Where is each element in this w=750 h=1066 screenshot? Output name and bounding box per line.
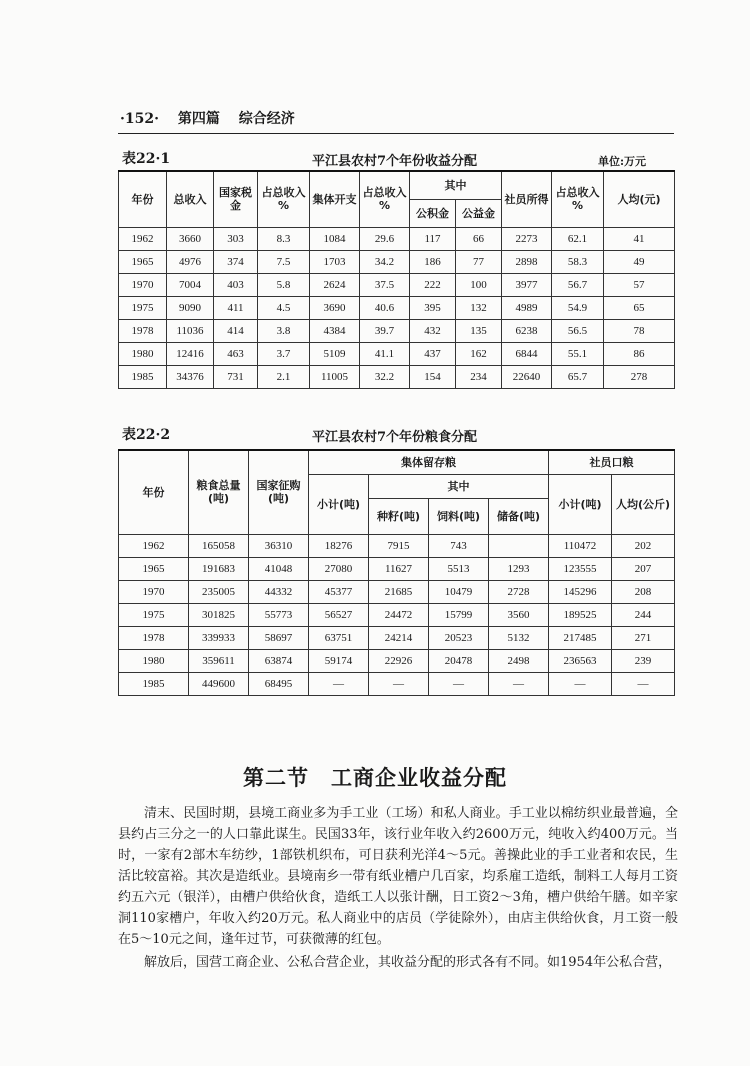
table2-cell: 10479 [429, 580, 489, 603]
table2-row [119, 557, 675, 580]
t2-col-seed: 种籽(吨) [369, 498, 429, 534]
table1-cell: 4989 [502, 296, 552, 319]
table1-cell: 3.7 [258, 342, 310, 365]
table1-cell: 2273 [502, 227, 552, 250]
table1-cell: 1975 [119, 296, 167, 319]
table1-cell: 5109 [310, 342, 360, 365]
table1-cell: 58.3 [552, 250, 604, 273]
table1-cell: 2.1 [258, 365, 310, 388]
table2-cell: 5132 [489, 626, 549, 649]
table1-unit: 单位:万元 [598, 155, 647, 168]
section-heading: 第二节 工商企业收益分配 [243, 766, 507, 790]
table2-cell: 145296 [549, 580, 612, 603]
table1-cell: 186 [410, 250, 456, 273]
table2-cell: 2498 [489, 649, 549, 672]
table2-cell: 45377 [309, 580, 369, 603]
t2-col-per-capita: 人均(公斤) [612, 474, 675, 534]
table2-row [119, 580, 675, 603]
t2-col-year: 年份 [119, 450, 189, 534]
table1-cell: 49 [604, 250, 675, 273]
table1-cell: 39.7 [360, 319, 410, 342]
table1-cell: 66 [456, 227, 502, 250]
t2-col-ration: 社员口粮 [549, 450, 675, 474]
page-number: ·152· [120, 111, 159, 127]
table1-cell: 6238 [502, 319, 552, 342]
t2-col-reserve: 集体留存粮 [309, 450, 549, 474]
table1-cell: 65.7 [552, 365, 604, 388]
table2-cell: — [369, 672, 429, 695]
table2-cell: 165058 [189, 534, 249, 557]
table1-cell: 55.1 [552, 342, 604, 365]
table2-cell: 22926 [369, 649, 429, 672]
table2-cell: 7915 [369, 534, 429, 557]
table2-cell: 202 [612, 534, 675, 557]
table2-cell: — [309, 672, 369, 695]
t2-col-feed: 饲料(吨) [429, 498, 489, 534]
table2-cell: 359611 [189, 649, 249, 672]
table1-cell: 11005 [310, 365, 360, 388]
table2-cell: 110472 [549, 534, 612, 557]
table1-cell: 132 [456, 296, 502, 319]
t1-col-total: 总收入 [167, 171, 214, 227]
table2-cell: 58697 [249, 626, 309, 649]
table2-cell: — [612, 672, 675, 695]
running-header [120, 108, 309, 128]
t2-col-among: 其中 [369, 474, 549, 498]
table1-cell: 162 [456, 342, 502, 365]
table1-cell: 303 [214, 227, 258, 250]
table2-cell: 3560 [489, 603, 549, 626]
table2-cell: 21685 [369, 580, 429, 603]
table2-row [119, 672, 675, 695]
table2-cell: 191683 [189, 557, 249, 580]
body-paragraph-1: 清末、民国时期，县境工商业多为手工业（工场）和私人商业。手工业以棉纺织业最普遍，全县约占三分之一的人口靠此谋生。民国33年，该行业年收入约2600万元，纯收入约400万元。当时，一家有2部木车纺纱，1部铁机织布，可日获利光洋4～5元。善操此业的手工业者和农民，生活比较富裕。其次是造纸业。县境南乡一带有纸业槽户几百家，均系雇工造纸，制料工人每月工资约五六元（银洋），由槽户供给伙食，造纸工人以张计酬，日工资2～3角，槽户供给午膳。如辛家洞110家槽户，年收入约20万元。私人商业中的店员（学徒除外），由店主供给伙食，月工资一般在5～10元之间，逢年过节，可获微薄的红包。 [118, 806, 678, 947]
table1-cell: 78 [604, 319, 675, 342]
table2-cell: 236563 [549, 649, 612, 672]
t2-col-subtotal: 小计(吨) [309, 474, 369, 534]
t1-col-among: 其中 [410, 171, 502, 199]
table1-cell: 1970 [119, 273, 167, 296]
table1-row [119, 365, 675, 388]
table1-cell: 2898 [502, 250, 552, 273]
t1-col-per-capita: 人均(元) [604, 171, 675, 227]
table2-cell: — [489, 672, 549, 695]
table2-cell: 271 [612, 626, 675, 649]
t1-col-member-pct: 占总收入 % [552, 171, 604, 227]
table1-row [119, 250, 675, 273]
table1-cell: 7004 [167, 273, 214, 296]
table2-cell: 59174 [309, 649, 369, 672]
table2-cell: 20478 [429, 649, 489, 672]
table1-cell: 117 [410, 227, 456, 250]
table2-cell: 27080 [309, 557, 369, 580]
table2-cell: 24214 [369, 626, 429, 649]
t1-col-tax: 国家税金 [214, 171, 258, 227]
table2-cell: 239 [612, 649, 675, 672]
table1-cell: 41 [604, 227, 675, 250]
table2-cell: 217485 [549, 626, 612, 649]
table2-cell: 1980 [119, 649, 189, 672]
table2-cell: 1975 [119, 603, 189, 626]
table1-cell: 1985 [119, 365, 167, 388]
t1-col-welfare: 公益金 [456, 199, 502, 227]
table1-cell: 57 [604, 273, 675, 296]
body-paragraph-2: 解放后，国营工商企业、公私合营企业，其收益分配的形式各有不同。如1954年公私合营， [144, 955, 672, 970]
table1-cell: 12416 [167, 342, 214, 365]
table2-cell: 24472 [369, 603, 429, 626]
table2-row [119, 603, 675, 626]
table2-row [119, 626, 675, 649]
table2-cell: 301825 [189, 603, 249, 626]
table2-cell: 55773 [249, 603, 309, 626]
table1-cell: 3660 [167, 227, 214, 250]
table1-row [119, 273, 675, 296]
table1-cell: 100 [456, 273, 502, 296]
table2-cell: 63751 [309, 626, 369, 649]
table1-cell: 11036 [167, 319, 214, 342]
table1-cell: 29.6 [360, 227, 410, 250]
table1-cell: 4384 [310, 319, 360, 342]
table2-cell: 1978 [119, 626, 189, 649]
part-title: 综合经济 [238, 111, 295, 127]
t2-col-state: 国家征购(吨) [249, 450, 309, 534]
table1-cell: 2624 [310, 273, 360, 296]
table2-cell [489, 534, 549, 557]
table2-cell: 44332 [249, 580, 309, 603]
table2-cell: 449600 [189, 672, 249, 695]
table2-cell: 2728 [489, 580, 549, 603]
table1-cell: 41.1 [360, 342, 410, 365]
table1-cell: 34.2 [360, 250, 410, 273]
table1-cell: 414 [214, 319, 258, 342]
table1-cell: 22640 [502, 365, 552, 388]
table1-title: 平江县农村7个年份收益分配 [312, 154, 478, 169]
table1-cell: 1703 [310, 250, 360, 273]
table1-cell: 234 [456, 365, 502, 388]
table1-cell: 37.5 [360, 273, 410, 296]
table2-cell: 1293 [489, 557, 549, 580]
table1-cell: 5.8 [258, 273, 310, 296]
table1-row [119, 319, 675, 342]
table1-cell: 54.9 [552, 296, 604, 319]
table2-cell: 1965 [119, 557, 189, 580]
table1-row [119, 342, 675, 365]
t2-col-total: 粮食总量(吨) [189, 450, 249, 534]
table1-row [119, 296, 675, 319]
table1-cell: 374 [214, 250, 258, 273]
t1-col-tax-pct: 占总收入 % [258, 171, 310, 227]
table1-cell: 34376 [167, 365, 214, 388]
t2-col-store: 储备(吨) [489, 498, 549, 534]
table2-cell: 244 [612, 603, 675, 626]
header-rule [118, 133, 674, 134]
table1-cell: 395 [410, 296, 456, 319]
table1-cell: 8.3 [258, 227, 310, 250]
table1-cell: 9090 [167, 296, 214, 319]
table1-cell: 411 [214, 296, 258, 319]
table2-cell: 123555 [549, 557, 612, 580]
table2-cell: 1985 [119, 672, 189, 695]
table2-title: 平江县农村7个年份粮食分配 [312, 430, 478, 445]
table1-cell: 1978 [119, 319, 167, 342]
table2-cell: 1962 [119, 534, 189, 557]
t1-col-collective: 集体开支 [310, 171, 360, 227]
table1-cell: 77 [456, 250, 502, 273]
table1-label: 表22·1 [122, 151, 171, 167]
table2-cell: — [549, 672, 612, 695]
table1-cell: 3690 [310, 296, 360, 319]
table1-cell: 4976 [167, 250, 214, 273]
table2-cell: 743 [429, 534, 489, 557]
table1-cell: 1965 [119, 250, 167, 273]
part-label: 第四篇 [177, 111, 220, 127]
table1-cell: 3.8 [258, 319, 310, 342]
table1-cell: 3977 [502, 273, 552, 296]
table2-cell: 56527 [309, 603, 369, 626]
table1-cell: 135 [456, 319, 502, 342]
table1-cell: 56.5 [552, 319, 604, 342]
table2-cell: 18276 [309, 534, 369, 557]
table2-cell: 15799 [429, 603, 489, 626]
table2-cell: 36310 [249, 534, 309, 557]
table2 [118, 449, 675, 696]
table2-row [119, 534, 675, 557]
table2-cell: 5513 [429, 557, 489, 580]
table1-cell: 65 [604, 296, 675, 319]
table2-cell: 235005 [189, 580, 249, 603]
table1-cell: 4.5 [258, 296, 310, 319]
table2-cell: 208 [612, 580, 675, 603]
table2-row [119, 649, 675, 672]
table2-body [119, 534, 675, 695]
t1-col-year: 年份 [119, 171, 167, 227]
table1-cell: 62.1 [552, 227, 604, 250]
table1-cell: 86 [604, 342, 675, 365]
table1-cell: 432 [410, 319, 456, 342]
table2-cell: 1970 [119, 580, 189, 603]
table2-cell: 11627 [369, 557, 429, 580]
table2-cell: 63874 [249, 649, 309, 672]
table1 [118, 170, 675, 389]
t1-col-coll-pct: 占总收入 % [360, 171, 410, 227]
table1-cell: 1980 [119, 342, 167, 365]
t2-col-r-subtotal: 小计(吨) [549, 474, 612, 534]
table1-row [119, 227, 675, 250]
table1-cell: 56.7 [552, 273, 604, 296]
table2-cell: 207 [612, 557, 675, 580]
table1-cell: 40.6 [360, 296, 410, 319]
table1-cell: 437 [410, 342, 456, 365]
table1-cell: 32.2 [360, 365, 410, 388]
table2-label: 表22·2 [122, 427, 171, 443]
table2-cell: 41048 [249, 557, 309, 580]
table1-cell: 1962 [119, 227, 167, 250]
table2-cell: 20523 [429, 626, 489, 649]
table2-cell: 339933 [189, 626, 249, 649]
t1-col-member: 社员所得 [502, 171, 552, 227]
table1-body [119, 227, 675, 388]
table2-cell: — [429, 672, 489, 695]
table1-cell: 7.5 [258, 250, 310, 273]
table1-cell: 278 [604, 365, 675, 388]
table1-cell: 403 [214, 273, 258, 296]
table2-cell: 68495 [249, 672, 309, 695]
table1-cell: 6844 [502, 342, 552, 365]
table1-cell: 731 [214, 365, 258, 388]
t1-col-accum: 公积金 [410, 199, 456, 227]
table1-cell: 463 [214, 342, 258, 365]
table1-cell: 222 [410, 273, 456, 296]
table1-cell: 154 [410, 365, 456, 388]
table2-cell: 189525 [549, 603, 612, 626]
table1-cell: 1084 [310, 227, 360, 250]
